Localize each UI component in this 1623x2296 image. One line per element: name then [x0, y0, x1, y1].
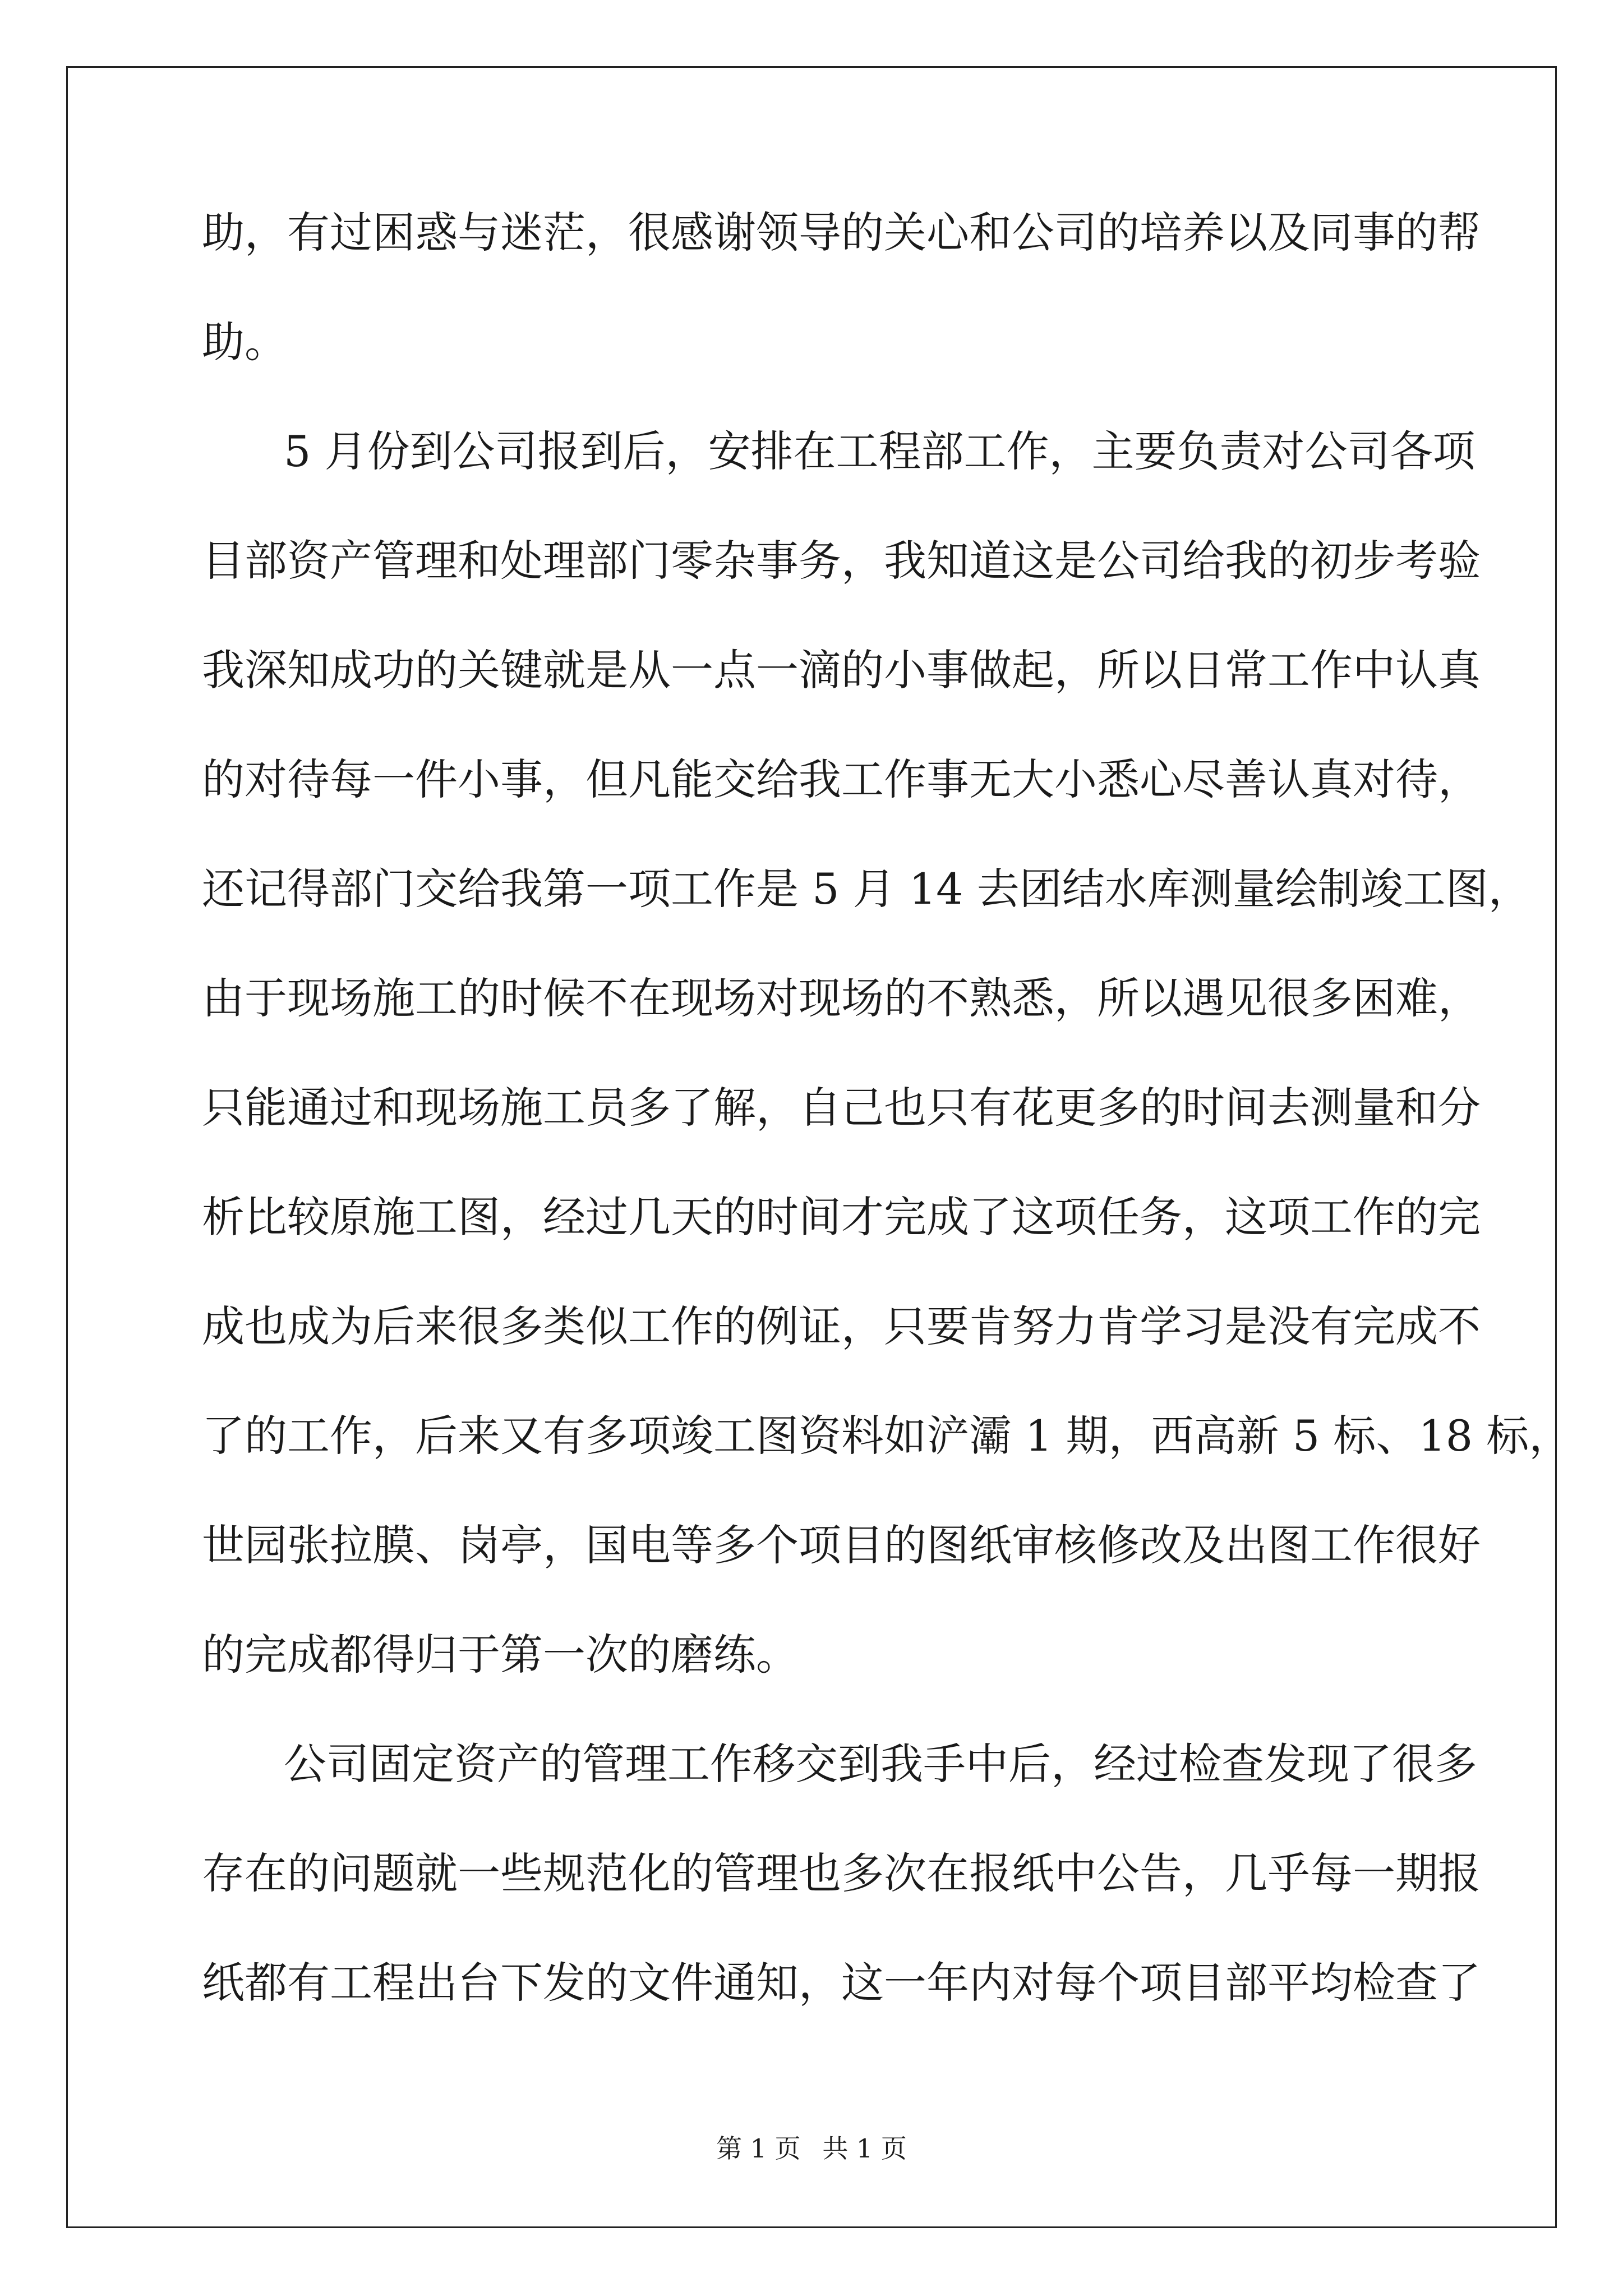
paragraph-line: 还记得部门交给我第一项工作是 5 月 14 去团结水库测量绘制竣工图，: [202, 864, 1531, 914]
paragraph-line: 纸都有工程出台下发的文件通知，这一年内对每个项目部平均检查了: [202, 1958, 1481, 2008]
paragraph-line: 我深知成功的关键就是从一点一滴的小事做起，所以日常工作中认真: [202, 645, 1481, 695]
paragraph-line: 5 月份到公司报到后，安排在工程部工作，主要负责对公司各项: [284, 426, 1476, 476]
page-total: 共 1 页: [822, 2133, 907, 2164]
paragraph-line: 公司固定资产的管理工作移交到我手中后，经过检查发现了很多: [284, 1739, 1477, 1789]
paragraph-line: 了的工作，后来又有多项竣工图资料如浐灞 1 期，西高新 5 标、18 标，: [202, 1411, 1572, 1461]
paragraph-line: 助。: [202, 317, 287, 367]
paragraph-line: 成也成为后来很多类似工作的例证，只要肯努力肯学习是没有完成不: [202, 1301, 1481, 1351]
paragraph-line: 的对待每一件小事，但凡能交给我工作事无大小悉心尽善认真对待，: [202, 754, 1481, 804]
paragraph-line: 助，有过困惑与迷茫，很感谢领导的关心和公司的培养以及同事的帮: [202, 208, 1481, 257]
paragraph-line: 的完成都得归于第一次的磨练。: [202, 1630, 799, 1680]
paragraph-line: 世园张拉膜、岗亭，国电等多个项目的图纸审核修改及出图工作很好: [202, 1520, 1481, 1570]
page-number: 第 1 页: [716, 2133, 801, 2164]
page-footer: [0, 2132, 1623, 2165]
paragraph-line: 存在的问题就一些规范化的管理也多次在报纸中公告，几乎每一期报: [202, 1848, 1481, 1898]
paragraph-line: 由于现场施工的时候不在现场对现场的不熟悉，所以遇见很多困难，: [202, 973, 1481, 1023]
paragraph-line: 只能通过和现场施工员多了解，自己也只有花更多的时间去测量和分: [202, 1083, 1481, 1133]
paragraph-line: 析比较原施工图，经过几天的时间才完成了这项任务，这项工作的完: [202, 1192, 1481, 1242]
paragraph-line: 目部资产管理和处理部门零杂事务，我知道这是公司给我的初步考验: [202, 536, 1481, 586]
